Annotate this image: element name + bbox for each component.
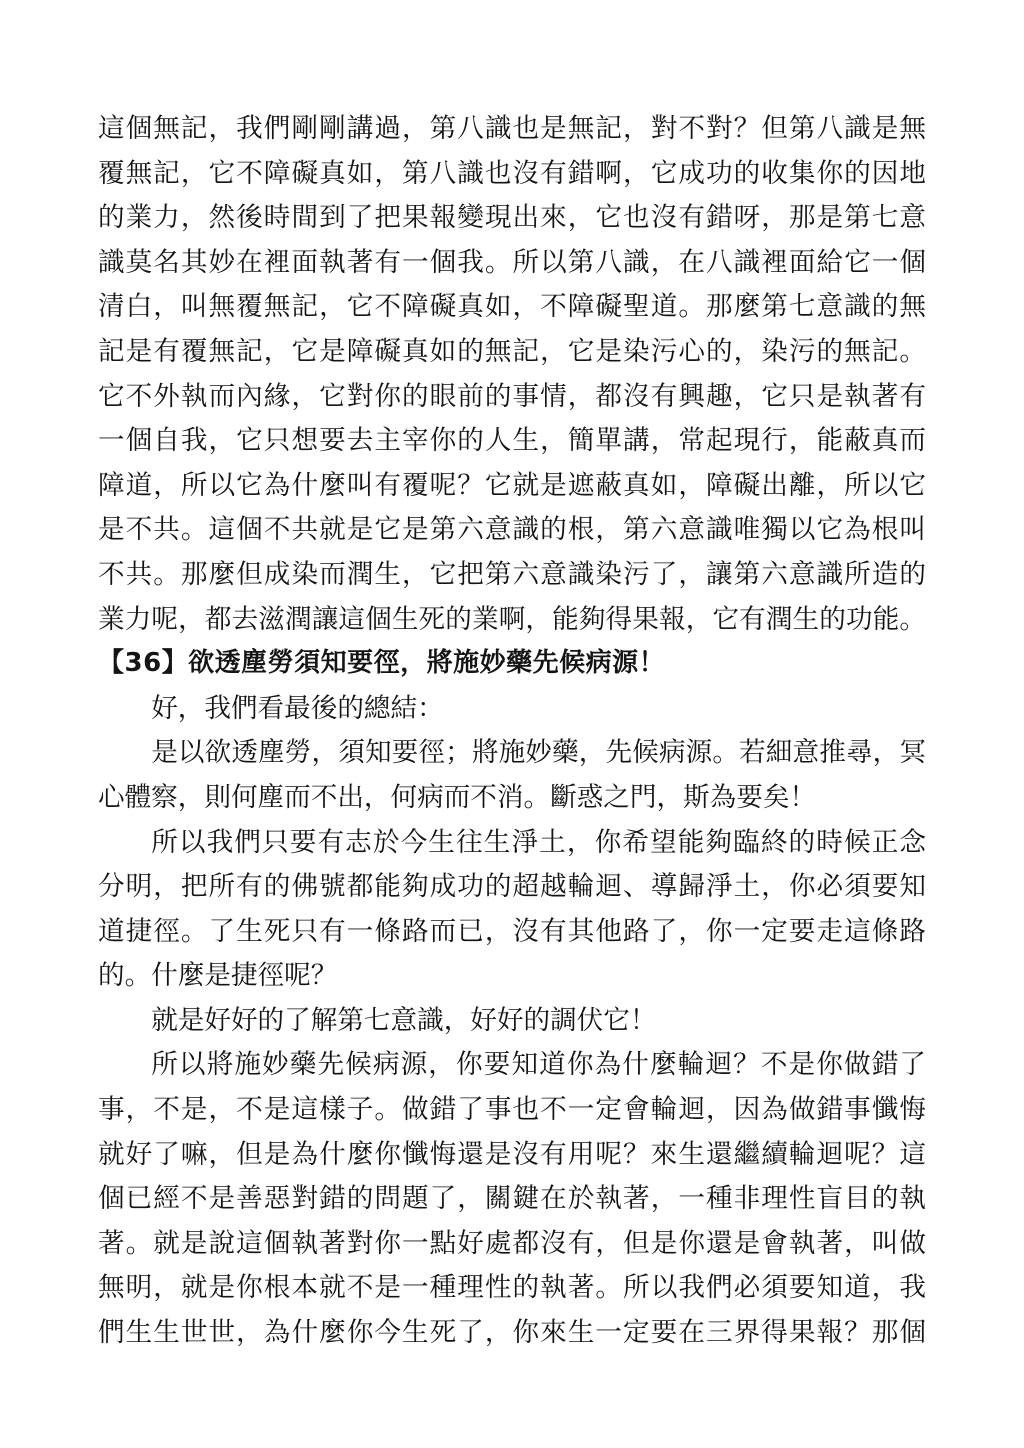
text-line: 著。就是說這個執著對你一點好處都沒有，但是你還是會執著，叫做 [98,1227,926,1258]
paragraph [98,820,926,998]
text-line: 分明，把所有的佛號都能夠成功的超越輪迴、導歸淨土，你必須要知 [98,871,926,902]
body-text [98,106,926,1355]
text-line: 不共。那麼但成染而潤生，它把第六意識染污了，讓第六意識所造的 [98,558,926,589]
text-line: 清白，叫無覆無記，它不障礙真如，不障礙聖道。那麼第七意識的無 [98,291,926,322]
text-line: 覆無記，它不障礙真如，第八識也沒有錯啊，它成功的收集你的因地 [98,157,926,188]
text-line: 們生生世世，為什麼你今生死了，你來生一定要在三界得果報？那個 [98,1317,926,1348]
text-line: 障道，所以它為什麼叫有覆呢？它就是遮蔽真如，障礙出離，所以它 [98,469,926,500]
text-line: 心體察，則何塵而不出，何病而不消。斷惑之門，斯為要矣！ [98,781,817,812]
paragraph [98,1042,926,1354]
paragraph [98,686,926,731]
text-line: 個已經不是善惡對錯的問題了，關鍵在於執著，一種非理性盲目的執 [98,1183,926,1214]
text-line: 事，不是，不是這樣子。做錯了事也不一定會輪迴，因為做錯事懺悔 [98,1094,926,1125]
paragraph [98,106,926,641]
text-line: 就好了嘛，但是為什麼你懺悔還是沒有用呢？來生還繼續輪迴呢？這 [98,1138,926,1169]
text-line: 業力呢，都去滋潤讓這個生死的業啊，能夠得果報，它有潤生的功能。 [98,603,926,634]
text-line: 就是好好的了解第七意識，好好的調伏它！ [151,1004,657,1035]
text-line: 一個自我，它只想要去主宰你的人生，簡單講，常起現行，能蔽真而 [98,425,926,456]
text-line: 的。什麼是捷徑呢？ [98,960,338,991]
text-line: 這個無記，我們剛剛講過，第八識也是無記，對不對？但第八識是無 [98,113,926,143]
text-line: 無明，就是你根本就不是一種理性的執著。所以我們必須要知道，我 [98,1272,926,1303]
text-line: 好，我們看最後的總結： [151,692,444,723]
text-line: 所以我們只要有志於今生往生淨土，你希望能夠臨終的時候正念 [151,826,926,857]
text-line: 是不共。這個不共就是它是第六意識的根，第六意識唯獨以它為根叫 [98,514,926,545]
quoted-paragraph [98,730,926,819]
text-line: 它不外執而內緣，它對你的眼前的事情，都沒有興趣，它只是執著有 [98,380,926,411]
section-heading: 【36】欲透塵勞須知要徑，將施妙藥先候病源！ [98,648,666,679]
text-line: 道捷徑。了生死只有一條路而已，沒有其他路了，你一定要走這條路 [98,915,926,946]
text-line: 識莫名其妙在裡面執著有一個我。所以第八識，在八識裡面給它一個 [98,246,926,277]
text-line: 記是有覆無記，它是障礙真如的無記，它是染污心的，染污的無記。 [98,335,926,366]
text-line: 的業力，然後時間到了把果報變現出來，它也沒有錯呀，那是第七意 [98,202,926,233]
text-line: 所以將施妙藥先候病源，你要知道你為什麼輪迴？不是你做錯了 [151,1049,926,1080]
text-line: 是以欲透塵勞，須知要徑；將施妙藥，先候病源。若細意推尋，冥 [151,737,926,768]
paragraph [98,998,926,1043]
